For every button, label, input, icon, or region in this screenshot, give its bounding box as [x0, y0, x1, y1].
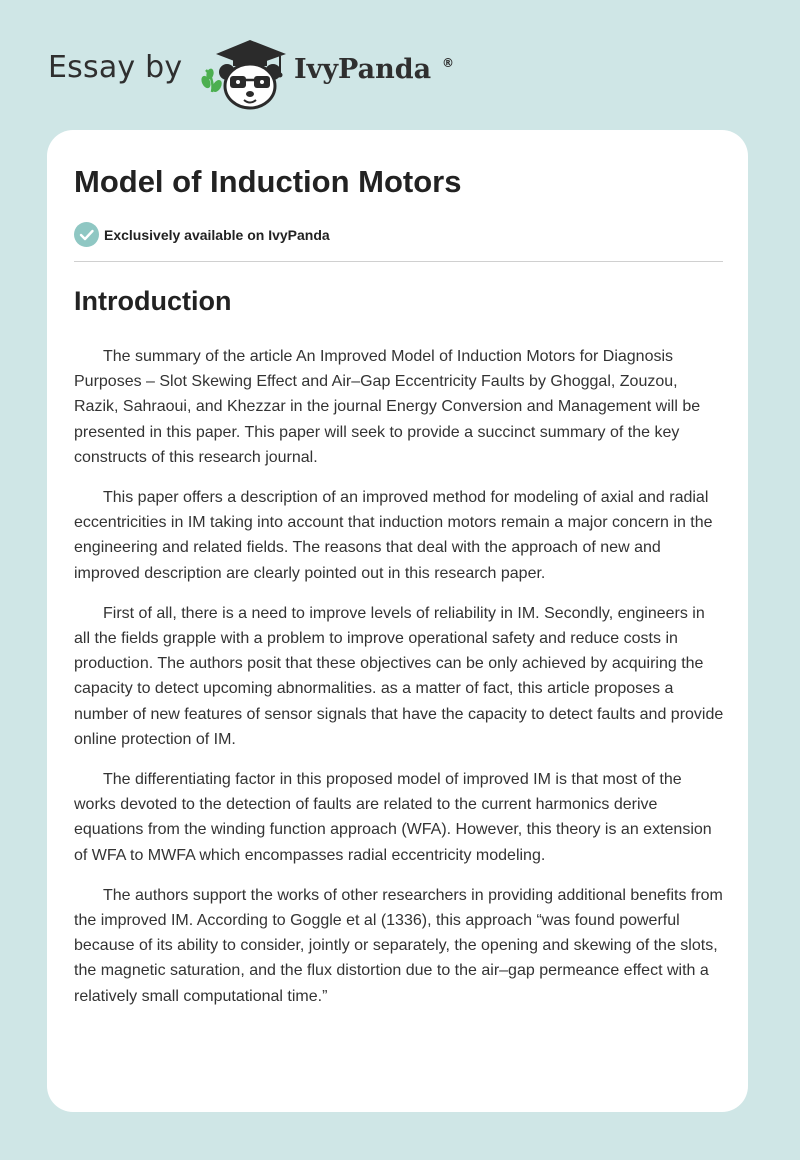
- site-header: [48, 34, 508, 114]
- paragraph: First of all, there is a need to improve levels of reliability in IM. Secondly, engineers in all the fields grapple with a problem to improve operational safety and reduce costs in production. The authors posit that these objectives can be only achieved by acquiring the capacity to detect upcoming abnormalities. as a matter of fact, this article proposes a number of new features of sensor signals that have the capacity to detect faults and provide online protection of IM.: [74, 604, 724, 748]
- section-heading: Introduction: [74, 286, 232, 316]
- essay-by-label: Essay by: [48, 50, 183, 85]
- divider: [74, 261, 723, 262]
- paragraph: The differentiating factor in this proposed model of improved IM is that most of the works devoted to the detection of faults are related to the current harmonics derive equations from the winding function approach (WFA). However, this theory is an extension of WFA to MWFA which encompasses radial eccentricity modeling.: [74, 771, 712, 864]
- paragraph: This paper offers a description of an improved method for modeling of axial and radial eccentricities in IM taking into account that induction motors remain a major concern in the engineering and related fields. The reasons that deal with the approach of new and improved description are clearly pointed out in this research paper.: [74, 489, 713, 582]
- panda-graduate-icon[interactable]: [200, 34, 292, 110]
- check-circle-icon: [74, 222, 99, 247]
- registered-mark: ®: [442, 56, 454, 70]
- article-body: [74, 344, 724, 1024]
- exclusive-badge-label: Exclusively available on IvyPanda: [104, 227, 330, 243]
- page-title: Model of Induction Motors: [74, 164, 462, 199]
- paragraph: The authors support the works of other researchers in providing additional benefits from the improved IM. According to Goggle et al (1336), this approach “was found powerful because of its ability to consider, jointly or separately, the opening and skewing of the slots, the magnetic saturation, and the flux distortion due to the air–gap permeance effect with a relatively small computational time.”: [74, 886, 723, 1005]
- paragraph: The summary of the article An Improved Model of Induction Motors for Diagnosis Purposes – Slot Skewing Effect and Air–Gap Eccentricity Faults by Ghoggal, Zouzou, Razik, Sahraoui, and Khezzar in the journal Energy Conversion and Management will be presented in this paper. This paper will seek to provide a succinct summary of the key constructs of this research journal.: [74, 348, 701, 466]
- article-card: [47, 130, 748, 1112]
- brand-name[interactable]: IvyPanda: [294, 54, 432, 85]
